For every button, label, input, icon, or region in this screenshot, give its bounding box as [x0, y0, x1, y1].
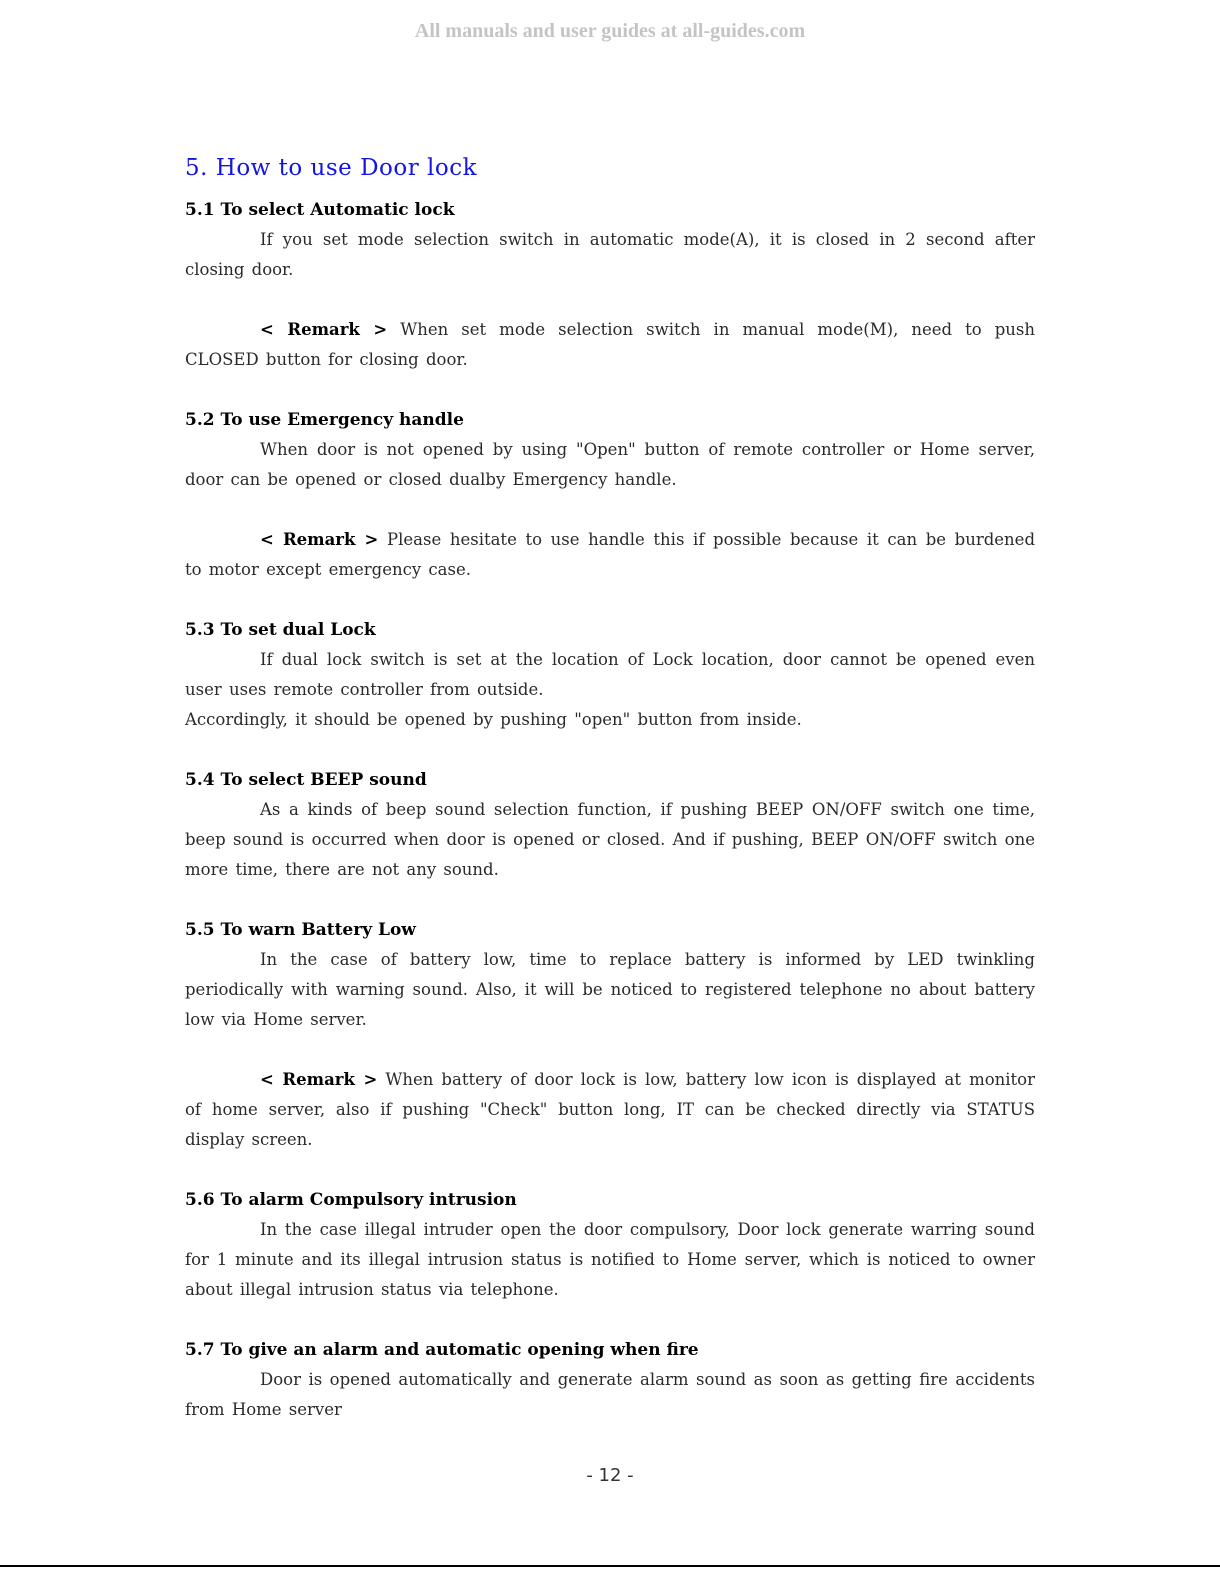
paragraph: Accordingly, it should be opened by pushing "open" button from inside. [185, 710, 802, 729]
section-title: 5.7 To give an alarm and automatic opening when fire [185, 1340, 699, 1360]
remark-paragraph [185, 1065, 1035, 1155]
page-content [185, 155, 1035, 1425]
section-5-5 [185, 915, 1035, 1185]
paragraph: In the case of battery low, time to replace battery is informed by LED twinkling periodically with warning sound. Also, it will be noticed to registered telephone no about battery low via Home server. [185, 950, 1035, 1029]
remark-label: < Remark > [260, 1070, 378, 1089]
section-5-4 [185, 765, 1035, 915]
section-title: 5.6 To alarm Compulsory intrusion [185, 1190, 517, 1210]
paragraph: Door is opened automatically and generate alarm sound as soon as getting fire accidents from Home server [185, 1370, 1035, 1419]
section-title: 5.2 To use Emergency handle [185, 410, 464, 430]
section-5-6 [185, 1185, 1035, 1335]
section-title: 5.4 To select BEEP sound [185, 770, 427, 790]
remark-text: When battery of door lock is low, battery low icon is displayed at monitor of home server, also if pushing "Check" button long, IT can be checked directly via STATUS display screen. [185, 1070, 1036, 1149]
paragraph: If dual lock switch is set at the location of Lock location, door cannot be opened even user uses remote controller from outside. [185, 650, 1035, 699]
bottom-divider [0, 1565, 1220, 1567]
remark-label: < Remark > [260, 320, 388, 339]
remark-paragraph [185, 525, 1035, 585]
section-title: 5.1 To select Automatic lock [185, 200, 455, 220]
paragraph: As a kinds of beep sound selection function, if pushing BEEP ON/OFF switch one time, beep sound is occurred when door is opened or closed. And if pushing, BEEP ON/OFF switch one more time, there are not any sound. [185, 800, 1035, 879]
remark-text: Please hesitate to use handle this if possible because it can be burdened to motor except emergency case. [185, 530, 1036, 579]
section-5-2 [185, 405, 1035, 615]
page-number: - 12 - [586, 1465, 634, 1486]
section-title: 5.5 To warn Battery Low [185, 920, 416, 940]
remark-paragraph [185, 315, 1035, 375]
section-5-3 [185, 615, 1035, 765]
remark-text: When set mode selection switch in manual mode(M), need to push CLOSED button for closing door. [185, 320, 1035, 369]
section-5-7 [185, 1335, 1035, 1425]
watermark: All manuals and user guides at all-guides.com [414, 20, 806, 42]
paragraph: In the case illegal intruder open the door compulsory, Door lock generate warring sound for 1 minute and its illegal intrusion status is notified to Home server, which is noticed to owner about illegal intrusion status via telephone. [185, 1220, 1035, 1299]
section-title: 5.3 To set dual Lock [185, 620, 376, 640]
section-5-1 [185, 195, 1035, 405]
paragraph: When door is not opened by using "Open" button of remote controller or Home server, door can be opened or closed dualby Emergency handle. [185, 440, 1035, 489]
paragraph: If you set mode selection switch in automatic mode(A), it is closed in 2 second after closing door. [185, 230, 1035, 279]
chapter-title: 5. How to use Door lock [185, 155, 478, 181]
remark-label: < Remark > [260, 530, 379, 549]
